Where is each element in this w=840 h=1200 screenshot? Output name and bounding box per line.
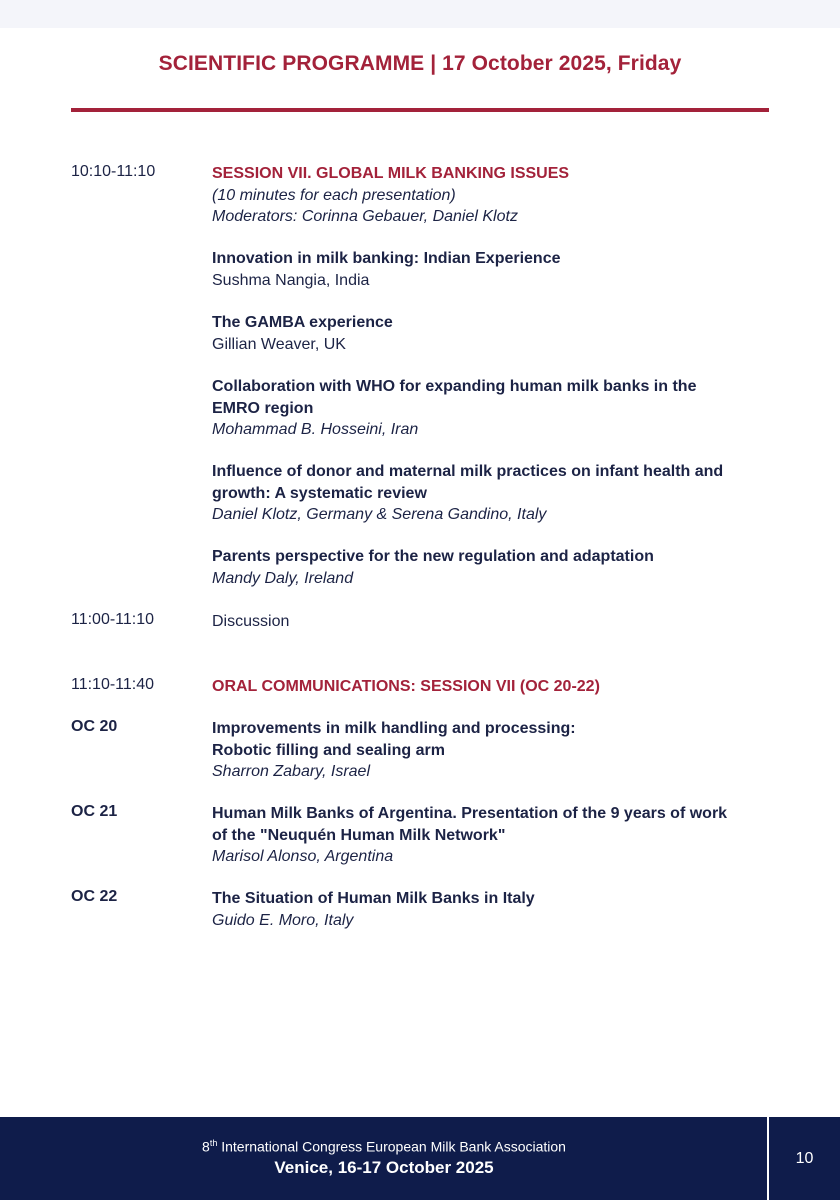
footer-congress-name: International Congress European Milk Bank Association xyxy=(221,1138,566,1155)
presentation-speaker: Gillian Weaver, UK xyxy=(212,335,346,353)
presentation-speaker: Sushma Nangia, India xyxy=(212,271,370,289)
presentation-3 xyxy=(212,376,782,441)
presentation-title: Innovation in milk banking: Indian Experience xyxy=(212,250,561,267)
presentation-speaker: Mandy Daly, Ireland xyxy=(212,569,354,587)
footer-ordinal-number: 8 xyxy=(202,1138,210,1155)
oc-speaker: Sharron Zabary, Israel xyxy=(212,763,370,780)
session-note: (10 minutes for each presentation) xyxy=(212,186,456,204)
oc-code: OC 22 xyxy=(71,888,118,905)
oc-code: OC 21 xyxy=(71,803,118,820)
presentation-title: The GAMBA experience xyxy=(212,314,393,331)
oc-body xyxy=(212,888,782,931)
presentation-5 xyxy=(212,546,782,589)
discussion-label: Discussion xyxy=(212,613,290,630)
oral-title: ORAL COMMUNICATIONS: SESSION VII (OC 20-22) xyxy=(212,678,600,695)
discussion-body xyxy=(212,611,782,633)
footer-ordinal-suffix: th xyxy=(209,1138,218,1148)
footer-congress-line xyxy=(0,1138,768,1155)
presentation-title-line1: Influence of donor and maternal milk practices on infant health and xyxy=(212,463,724,480)
presentation-title-line2: growth: A systematic review xyxy=(212,484,427,502)
discussion-time: 11:00-11:10 xyxy=(71,611,155,628)
presentation-speaker: Mohammad B. Hosseini, Iran xyxy=(212,421,419,438)
presentation-speaker: Daniel Klotz, Germany & Serena Gandino, Italy xyxy=(212,506,547,523)
presentation-title-line1: Collaboration with WHO for expanding human milk banks in the xyxy=(212,378,697,395)
oc-title: The Situation of Human Milk Banks in Italy xyxy=(212,890,535,907)
presentation-title: Parents perspective for the new regulation and adaptation xyxy=(212,548,654,565)
presentation-4 xyxy=(212,461,782,526)
top-strip xyxy=(0,0,840,28)
oc-title-line1: Improvements in milk handling and processing: xyxy=(212,720,576,737)
oc-body xyxy=(212,718,782,783)
oc-title-line1: Human Milk Banks of Argentina. Presentation of the 9 years of work xyxy=(212,805,728,822)
session-header xyxy=(212,163,782,228)
oc-title-line2: Robotic filling and sealing arm xyxy=(212,741,445,759)
oc-body xyxy=(212,803,782,868)
session-title: SESSION VII. GLOBAL MILK BANKING ISSUES xyxy=(212,165,570,182)
oc-title-line2: of the "Neuquén Human Milk Network" xyxy=(212,826,506,844)
session-moderators: Moderators: Corinna Gebauer, Daniel Klotz xyxy=(212,208,518,225)
page-title: SCIENTIFIC PROGRAMME | 17 October 2025, Friday xyxy=(158,52,682,75)
oc-code: OC 20 xyxy=(71,718,118,735)
page-number: 10 xyxy=(795,1150,814,1167)
oral-header xyxy=(212,676,782,698)
session-time: 10:10-11:10 xyxy=(71,163,156,180)
oral-time: 11:10-11:40 xyxy=(71,676,155,693)
presentation-title-line2: EMRO region xyxy=(212,399,314,417)
presentation-2 xyxy=(212,312,782,355)
oc-speaker: Guido E. Moro, Italy xyxy=(212,911,354,929)
oc-speaker: Marisol Alonso, Argentina xyxy=(212,848,394,865)
presentation-1 xyxy=(212,248,782,291)
title-divider xyxy=(71,108,769,112)
footer-venue: Venice, 16-17 October 2025 xyxy=(274,1158,494,1177)
footer xyxy=(0,1117,840,1200)
